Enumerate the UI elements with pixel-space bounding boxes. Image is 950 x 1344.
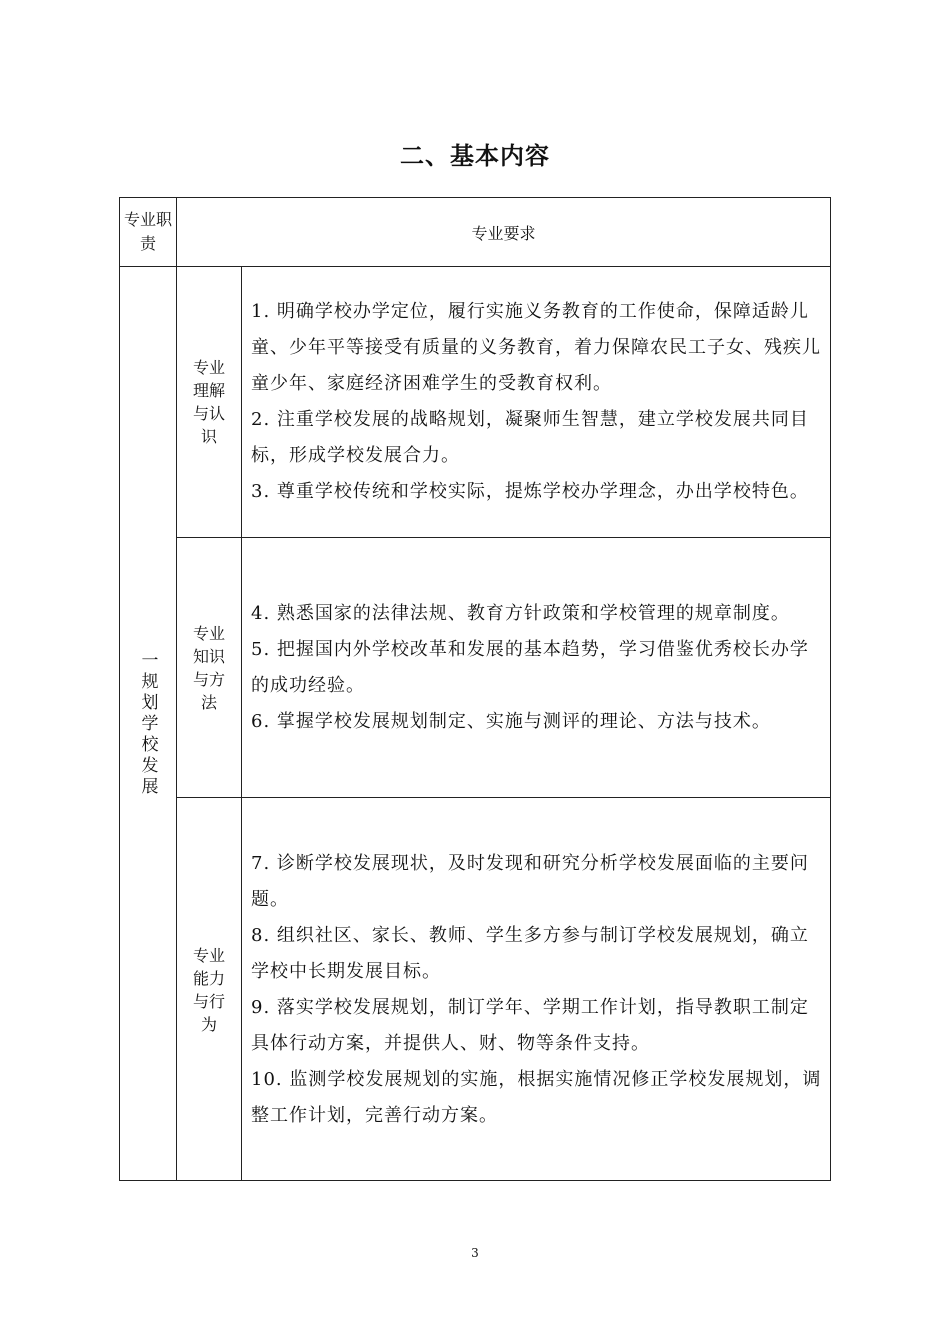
- header-duty: 专业职责: [120, 198, 177, 266]
- section-row-ability: [177, 798, 830, 1181]
- requirement-list: [251, 267, 825, 537]
- table-header: [120, 198, 830, 267]
- header-requirement: 专业要求: [471, 223, 536, 243]
- category-cell: [177, 798, 242, 1181]
- requirement-item: 10. 监测学校发展规划的实施，根据实施情况修正学校发展规划，调整工作计划，完善行动方案。: [251, 1068, 822, 1126]
- category-cell: [177, 538, 242, 797]
- requirement-item: 4. 熟悉国家的法律法规、教育方针政策和学校管理的规章制度。: [251, 602, 790, 624]
- requirement-item: 6. 掌握学校发展规划制定、实施与测评的理论、方法与技术。: [251, 710, 771, 732]
- requirement-item: 8. 组织社区、家长、教师、学生多方参与制订学校发展规划，确立学校中长期发展目标。: [251, 924, 809, 982]
- category-label: 专业知识与方法: [192, 623, 225, 712]
- page-title: 二、基本内容: [400, 142, 550, 170]
- category-label: 专业能力与行为: [192, 945, 225, 1034]
- requirement-list: [251, 798, 825, 1181]
- section-row-knowledge: [177, 538, 830, 798]
- requirement-list: [251, 538, 825, 797]
- requirement-item: 7. 诊断学校发展现状，及时发现和研究分析学校发展面临的主要问题。: [251, 852, 809, 910]
- requirement-item: 9. 落实学校发展规划，制订学年、学期工作计划，指导教职工制定具体行动方案，并提供人、财、物等条件支持。: [251, 996, 809, 1054]
- requirement-item: 3. 尊重学校传统和学校实际，提炼学校办学理念，办出学校特色。: [251, 481, 809, 502]
- requirement-item: 5. 把握国内外学校改革和发展的基本趋势，学习借鉴优秀校长办学的成功经验。: [251, 638, 809, 696]
- requirement-item: 1. 明确学校办学定位，履行实施义务教育的工作使命，保障适龄儿童、少年平等接受有质量的义务教育，着力保障农民工子女、残疾儿童少年、家庭经济困难学生的受教育权利。: [251, 301, 821, 394]
- section-row-understanding: [177, 267, 830, 538]
- duty-column: [120, 267, 177, 1181]
- content-table: [119, 197, 831, 1181]
- requirement-item: 2. 注重学校发展的战略规划，凝聚师生智慧，建立学校发展共同目标，形成学校发展合力。: [251, 409, 809, 466]
- page-number: 3: [471, 1246, 479, 1260]
- category-cell: [177, 267, 242, 537]
- category-label: 专业理解与认识: [192, 358, 225, 446]
- duty-label: 一规划学校发展: [137, 650, 158, 798]
